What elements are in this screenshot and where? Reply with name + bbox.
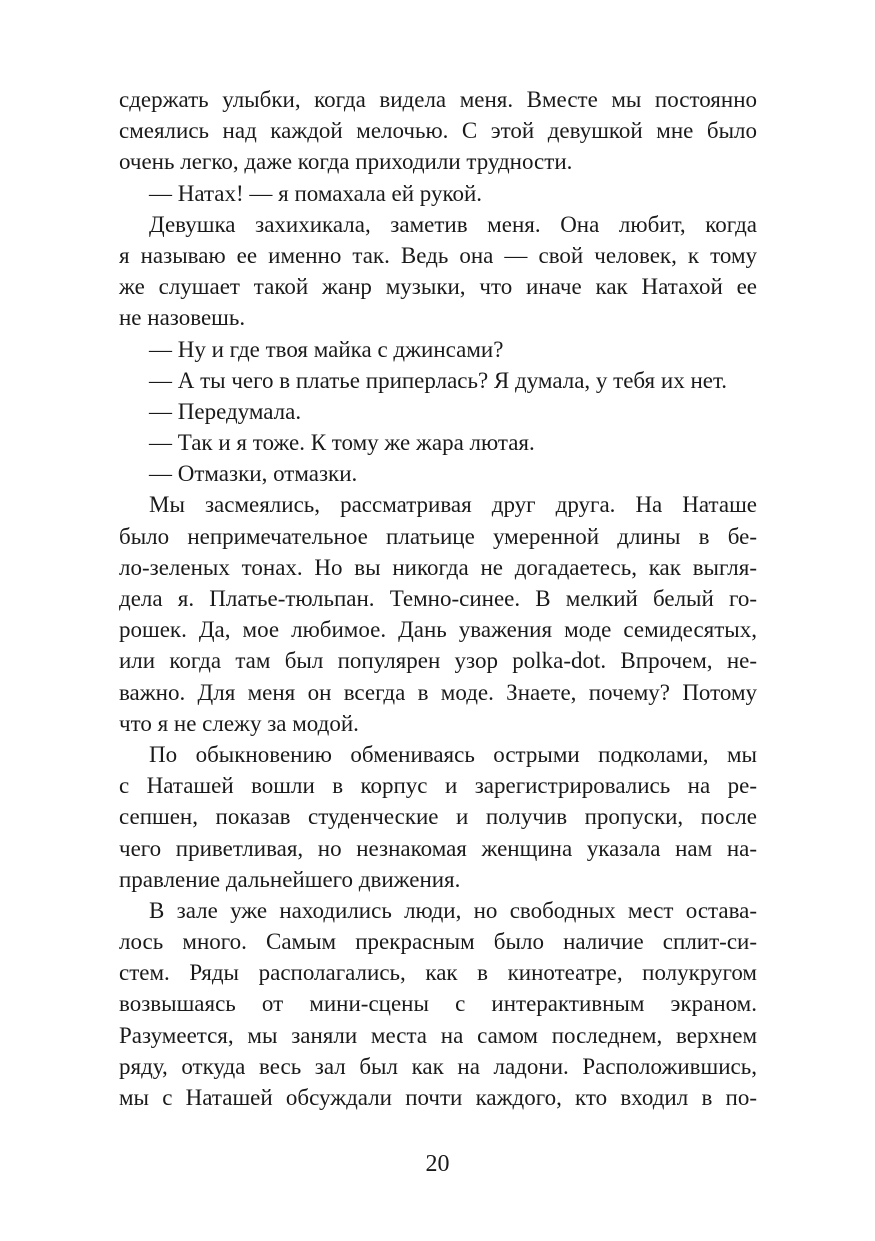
text-line: — Отмазки, отмазки. bbox=[149, 461, 358, 487]
text-line: очень легко, даже когда приходили трудности. bbox=[119, 149, 573, 175]
text-line: с Наташей вошли в корпус и зарегистрировались на ре- bbox=[119, 773, 757, 799]
text-line: — Передумала. bbox=[149, 398, 302, 424]
text-line: не назовешь. bbox=[119, 305, 246, 331]
text-line: или когда там был популярен узор polka-dot. Впрочем, не- bbox=[119, 648, 757, 674]
text-line: что я не слежу за модой. bbox=[119, 710, 359, 736]
text-line: смеялись над каждой мелочью. С этой девушкой мне было bbox=[119, 118, 757, 144]
text-line: ряду, откуда весь зал был как на ладони. Расположившись, bbox=[119, 1053, 757, 1079]
text-line: ло-зеленых тонах. Но вы никогда не догадаетесь, как выгля- bbox=[119, 554, 757, 580]
text-line: — Натах! — я помахала ей рукой. bbox=[149, 180, 483, 206]
text-line: Разумеется, мы заняли места на самом последнем, верхнем bbox=[119, 1022, 757, 1048]
text-line: В зале уже находились люди, но свободных мест остава- bbox=[149, 897, 757, 923]
text-line: возвышаясь от мини-сцены с интерактивным экраном. bbox=[119, 991, 757, 1017]
text-line: сепшен, показав студенческие и получив пропуски, после bbox=[119, 804, 757, 830]
text-line: важно. Для меня он всегда в моде. Знаете, почему? Потому bbox=[119, 679, 757, 705]
text-line: Мы засмеялись, рассматривая друг друга. На Наташе bbox=[149, 492, 757, 518]
body-text bbox=[119, 84, 757, 1113]
text-line: — А ты чего в платье приперлась? Я думала, у тебя их нет. bbox=[149, 367, 728, 393]
text-line: чего приветливая, но незнакомая женщина указала нам на- bbox=[119, 835, 757, 861]
text-line: Девушка захихикала, заметив меня. Она любит, когда bbox=[149, 211, 757, 237]
text-line: же слушает такой жанр музыки, что иначе как Натахой ее bbox=[119, 274, 757, 300]
text-line: — Ну и где твоя майка с джинсами? bbox=[149, 336, 504, 362]
text-line: правление дальнейшего движения. bbox=[119, 866, 461, 892]
text-line: я называю ее именно так. Ведь она — свой человек, к тому bbox=[119, 242, 757, 268]
text-line: По обыкновению обмениваясь острыми подколами, мы bbox=[149, 741, 757, 767]
page-number: 20 bbox=[425, 1151, 450, 1177]
text-line: мы с Наташей обсуждали почти каждого, кто входил в по- bbox=[119, 1085, 757, 1110]
text-line: сдержать улыбки, когда видела меня. Вместе мы постоянно bbox=[119, 87, 757, 112]
text-line: лось много. Самым прекрасным было наличие сплит-си- bbox=[119, 929, 757, 955]
text-line: дела я. Платье-тюльпан. Темно-синее. В мелкий белый го- bbox=[119, 586, 757, 611]
text-line: — Так и я тоже. К тому же жара лютая. bbox=[149, 430, 535, 456]
text-line: рошек. Да, мое любимое. Дань уважения моде семидесятых, bbox=[119, 617, 757, 643]
text-line: стем. Ряды располагались, как в кинотеатре, полукругом bbox=[119, 960, 757, 986]
text-line: было непримечательное платьице умеренной длины в бе- bbox=[119, 523, 757, 549]
